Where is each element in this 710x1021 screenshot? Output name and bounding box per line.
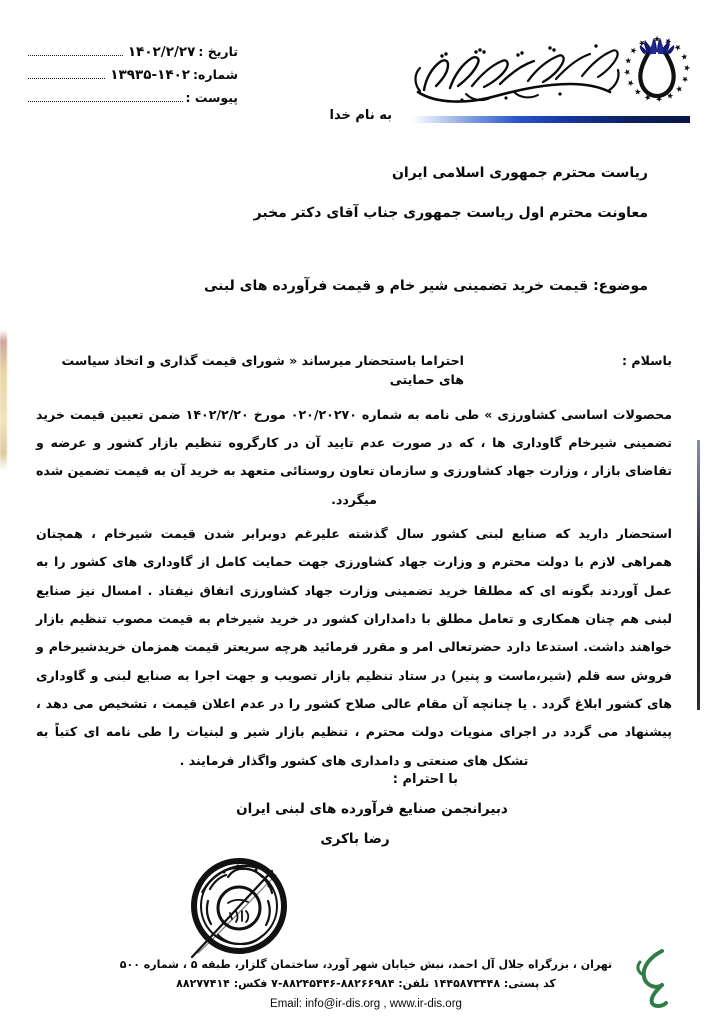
official-round-stamp	[180, 853, 298, 963]
closing-block	[202, 772, 542, 847]
salutation-row	[36, 352, 672, 390]
number-label: شماره:	[193, 67, 238, 82]
attachment-dotted-line	[28, 100, 183, 102]
date-value: ۱۴۰۲/۲/۲۷	[127, 44, 196, 60]
header-accent-bar	[412, 116, 690, 123]
footer-contact: کد پستی: ۱۴۴۵۸۷۳۴۴۸ تلفن: ۸۸۲۶۶۹۸۴-۸۸۲۴۵۴۴۶-۷ فکس: ۸۸۲۷۷۴۱۴	[176, 976, 556, 990]
addressee-block	[228, 165, 648, 245]
body-paragraph-2: استحضار دارید که صنایع لبنی کشور سال گذشته علیرغم دوبرابر شدن قیمت شیرخام ، همچنان همراهی لازم با دولت محترم و وزارت جهاد کشاورزی جهت حمایت کامل از گاوداری های کشور را به عمل آوردند بگونه ای که مطلقا خرید تضمینی وزارت جهاد کشاورزی اتفاق نیفتاد . امسال نیز صنایع لبنی هم چنان همکاری و تعامل مطلق با دامداران کشور در خرید شیرخام به قیمت مصوب تنظیم بازار خواهند داشت. استدعا دارد حضرتعالی امر و مقرر فرمائید هرچه سریعتر قیمت همزمان خریدشیرخام و فروش سه قلم (شیر،ماست و پنیر) در ستاد تنظیم بازار تصویب و جهت اجرا به صنایع لبنی و گاوداری های کشور ابلاغ گردد . یا چنانچه آن مقام عالی صلاح کشور را در عدم اعلان قیمت ، تشخیص می دهد ، پیشنهاد می گردد در اجرای منویات دولت محترم ، تنظیم بازار شیر و لبنیات را طی نامه ای کتباً به تشکل های صنعتی و دامداری های کشور واگذار فرمایند .	[36, 526, 672, 768]
salutation-label: باسلام :	[621, 353, 672, 368]
subject-line: موضوع: قیمت خرید تضمینی شیر خام و قیمت فرآورده های لبنی	[203, 278, 648, 294]
date-dotted-line	[28, 54, 123, 56]
green-calligraphic-mark-icon	[632, 947, 674, 1009]
footer-address: تهران ، بزرگراه جلال آل احمد، نبش خیابان شهر آورد، ساختمان گلزار، طبقه ۵ ، شماره ۵۰۰	[119, 958, 613, 972]
salutation-continuation: احتراما باستحضار میرساند « شورای قیمت گذاری و اتخاذ سیاست های حمایتی	[61, 353, 464, 387]
footer-email-website: Email: info@ir-dis.org , www.ir-dis.org	[270, 997, 462, 1010]
date-label: تاریخ :	[198, 44, 238, 59]
header-meta-block	[28, 44, 238, 112]
scan-artifact-right-edge	[697, 440, 700, 710]
closing-title: دبیرانجمن صنایع فرآورده های لبنی ایران	[236, 801, 508, 817]
addressee-line-1: ریاست محترم جمهوری اسلامی ایران	[391, 165, 648, 181]
closing-signer-name: رضا باکری	[320, 831, 390, 847]
scan-artifact-left-edge	[0, 330, 7, 470]
basmala-text: به نام خدا	[329, 108, 392, 123]
number-row	[28, 67, 238, 83]
closing-regards: با احترام :	[392, 772, 458, 787]
number-value: ۱۳۹۳۵-۱۴۰۲	[110, 67, 191, 83]
body-paragraph-1: محصولات اساسی کشاورزی » طی نامه به شماره ۰۲۰/۲۰۲۷۰ مورخ ۱۴۰۲/۲/۲۰ ضمن تعیین قیمت خرید تضمینی شیرخام گاوداری ها ، که در صورت عدم تایید آن در کارگروه تنظیم بازار کشور و عرضه و تقاضای بازار ، وزارت جهاد کشاورزی و سازمان تعاون روستائی متعهد به خرید آن به قیمت تضمین شده میگردد.	[36, 406, 672, 507]
number-dotted-line	[28, 77, 105, 79]
letterhead	[406, 26, 696, 126]
dairy-industry-emblem-icon	[618, 30, 696, 108]
attachment-row	[28, 90, 238, 105]
letter-body	[36, 352, 672, 781]
attachment-label: پیوست :	[185, 90, 238, 105]
addressee-line-2: معاونت محترم اول ریاست جمهوری جناب آقای دکتر مخبر	[253, 205, 648, 221]
footer-block	[66, 956, 666, 1013]
date-row	[28, 44, 238, 60]
organization-name-calligraphy	[410, 34, 622, 108]
